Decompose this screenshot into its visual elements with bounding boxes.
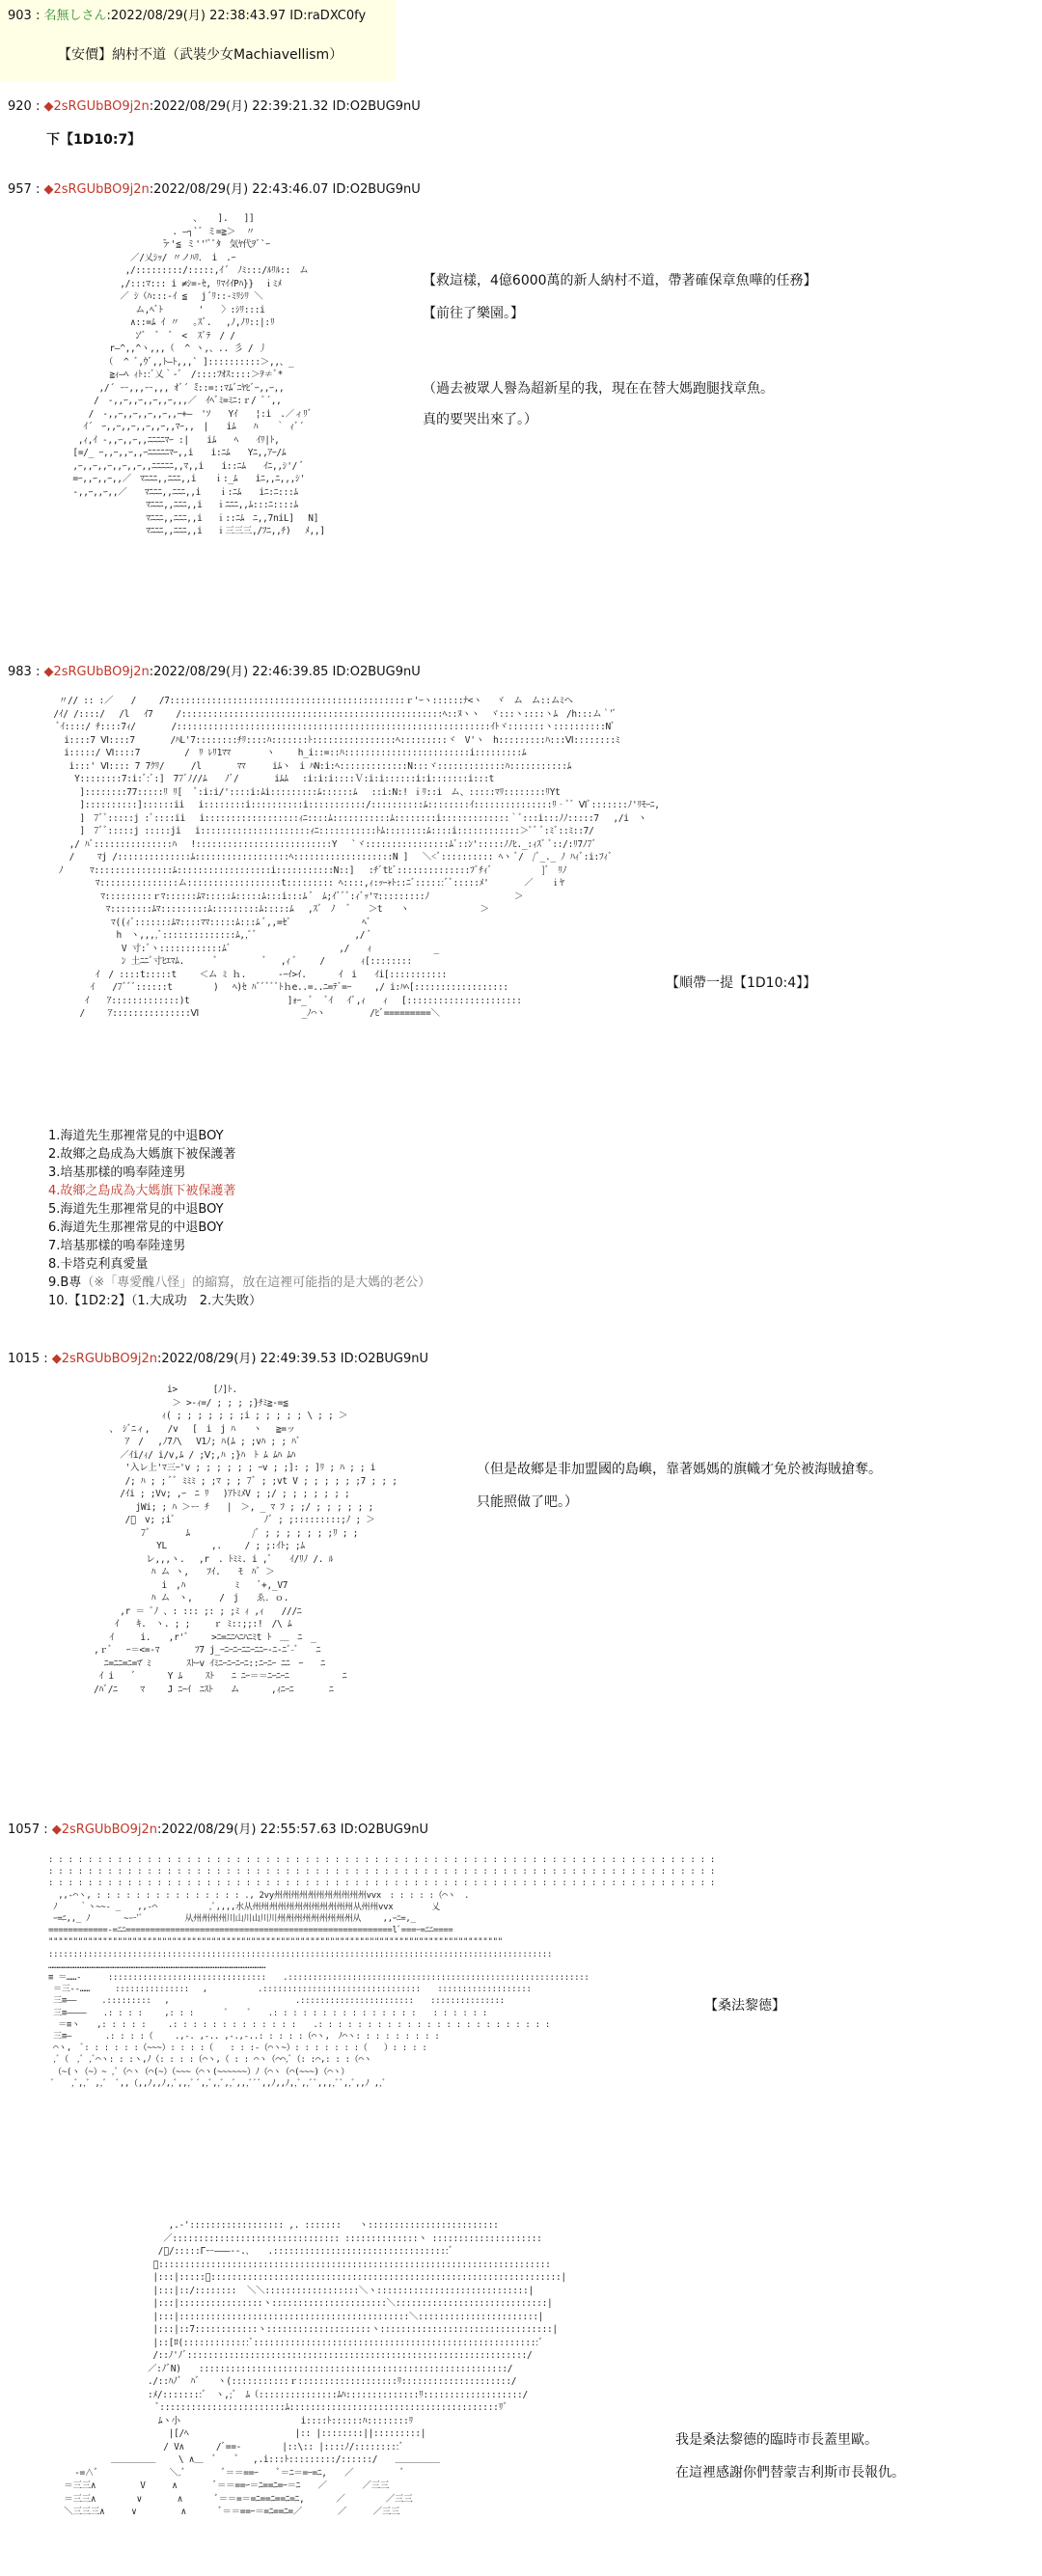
choice-list-983 [48,1127,430,1310]
post-line-1057-1: 我是桑法黎德的臨時市長蓋里歐。 [675,2432,878,2448]
post-number[interactable]: 957 [8,182,32,197]
post-header-920: 920 : ◆2sRGUbBO9j2n:2022/08/29(月) 22:39:21.32 ID:O2BUG9nU [8,99,421,114]
list-note: （※「專愛醜八怪」的縮寫，放在這裡可能指的是大媽的老公） [81,1275,431,1290]
post-meta: :2022/08/29(月) 22:49:39.53 ID:O2BUG9nU [156,1352,429,1366]
list-item: 9.B專（※「專愛醜八怪」的縮寫，放在這裡可能指的是大媽的老公） [48,1275,431,1290]
post-line-1015-2: 只能照做了吧。） [477,1494,578,1510]
ascii-art-character-1: 、 ]. ]] . ―┐`゛ミ=≧＞ 〃 ̄ァ'≦ ミ'''ﾞﾟﾀ 気ﾔ代ｦﾞ`ｰ ／/乂ｼｯ/ 〃ノﾊﾘ． i .ｰ ,/:::::::::/:::::,ｲ´ ﾉﾐ:::/ﾙﾘﾙ:: ム ,/:::ﾏ::: i ≠ｼ=-ｾ, ﾘﾏｲｲPﾊ}} ｉﾐﾒ ／ ｼ（ﾊ:::-ｲ ≦ j´ﾘ::-ﾐﾘｼﾘ ＼ ム,ﾍﾞﾄ ' 〉:ｼﾘ:::i ∧::=ﾑ ｲ 〃 ｡ｽﾞ. ,ﾉ,ﾉﾘ::|:ﾘ ﾝ'ﾞ ﾞ ﾞ < ｽﾞﾃ / / r―^,,^ヽ,,,（ ^ ヽ,、.. 彡 / 丿 （ ^ ﾞ,ｳﾞ,,ﾄ―ﾄ,,,` ]::::::::::＞,,、_ ≧ｨ―ﾍ ｨﾄ::ﾞ乂｀‐ﾞ /::::ﾌｵｽ::::＞ｦ≠ﾞ* ,/´ ー,,,ー,,, ｵﾞ´ ̄ﾐ::=::ﾏﾑﾞﾆﾔﾋﾞｰ,,ｰ,, / -,,ｰ,,ｰ,,ｰ,,ｰ,,,／ ｲﾍﾞﾐ=ﾐﾆ:ｒ/ ﾟ´,, / -,,ｰ,,ｰ,,ｰ,,ｰ,,ｰ+― 'ｿ Yｲ ¦:i .／ィﾘﾞ ｲ´ ｰ,,ｰ,,ｰ,,ｰ,,ｰ,,ﾏｰ,, | iﾑ ﾊ ｀ ｨﾞ´ ,ｨ,ｲ -,,ｰ,,ｰ,,ﾆﾆﾆﾆﾏｰ :| iﾑ ﾍ ｲﾘ|ﾄ, [=/_ ｰ,,ｰ,,ｰ,,ｰﾆﾆﾆﾆﾆﾏｰ,,i i:ﾆﾑ Yﾆ,,ｱｰ/ﾑ ,ｰ,,ｰ,,ｰ,,ｰ,,ｰ,,ﾆﾆﾆﾆﾆ,,ﾏ,,i i::ﾆﾑ ｲﾆ,,ｼ'/ ﾞ =ｰ,,ｰ,,ｰ,,／ ﾏﾆﾆﾆ,,ﾆﾆﾆ,,i ｉ:_ﾑ iﾆ,,ﾆ,,,ｼ' ‐,,ｰ,,ｰ,,／ ﾏﾆﾆﾆ,,ﾆﾆﾆ,,i ｉ:ﾆﾑ iﾆ:ﾆ:::ﾑ ﾏﾆﾆﾆ,,ﾆﾆﾆ,,i ｉﾆﾆﾆ,,ﾑ:::ﾆ::::ﾑ ﾏﾆﾆﾆ,,ﾆﾆﾆ,,i ｉ::ﾆﾑ ﾆ,,7niL] N] ﾏﾆﾆﾆ,,ﾆﾆﾆ,,i ｉ三三三,/ﾌﾆ,,ﾁ) ﾒ,,] [72,213,325,536]
list-item: 7.培基那樣的鳴奉陸達男 [48,1239,186,1253]
list-item: 3.培基那樣的鳴奉陸達男 [48,1165,186,1180]
post-number[interactable]: 920 [8,99,32,114]
post-body-920: 下【1D10:7】 [46,132,142,148]
list-item: 8.卡塔克利真愛量 [48,1257,149,1272]
post-line-957-1: 【救這樣，4億6000萬的新人納村不道，帶著確保章魚嘩的任務】 [423,273,817,288]
list-item: 2.故鄉之島成為大媽旗下被保護著 [48,1147,236,1162]
list-item-selected: 4.故鄉之島成為大媽旗下被保護著 [48,1184,236,1198]
post-line-957-4: 真的要哭出來了。） [423,412,537,427]
post-header-1057: 1057 : ◆2sRGUbBO9j2n:2022/08/29(月) 22:55:57.63 ID:O2BUG9nU [8,1822,429,1837]
post-side-1057: 【桑法黎德】 [704,1998,785,2014]
post-header-903: 903 : 名無しさん:2022/08/29(月) 22:38:43.97 ID:raDXC0fy [8,9,367,23]
post-body-903: 【安價】納村不道（武裝少女Machiavellism） [58,47,343,63]
post-line-1015-1: （但是故鄉是非加盟國的島嶼，靠著媽媽的旗幟才免於被海賊搶奪。 [477,1462,882,1477]
post-author[interactable]: ◆2sRGUbBO9j2n [43,99,150,114]
post-number[interactable]: 1057 [8,1822,41,1837]
post-header-957: 957 : ◆2sRGUbBO9j2n:2022/08/29(月) 22:43:46.07 ID:O2BUG9nU [8,182,421,197]
post-number[interactable]: 903 [8,9,32,23]
post-number[interactable]: 1015 [8,1352,41,1366]
post-meta: :2022/08/29(月) 22:46:39.85 ID:O2BUG9nU [149,665,421,679]
list-item: 5.海道先生那裡常見的中退BOY [48,1202,224,1217]
ascii-art-character-4: ,.-':::::::::::::::::: ,. ::::::: ヽ::::::::::::::::::::::::: ／:::::::::::::::::::::::::::::::: ::::::::::::::ヽ ::::::::::::::::::::: /ﾞ/:::::Гー―――‐-.､ .::::::::::::::::::::::::::::::::::ﾞ ﾞ::::::::::::::::::::::::::::::::::::::::::::::::::::::::::::::::::::::::::: |:::|:::::ﾞ:::::::::::::::::::::::::::::::::::::::::::::::::::::::::::::::::::| |:::|::/:::::::: ＼＼::::::::::::::::::＼ヽ:::::::::::::::::::::::::::::| |:::|::::::::::::::::ヽ::::::::::::::::::::::＼:::::::::::::::::::::::::::::| |:::|::::::::::::::::::::::::::::::::::::::::::::＼:::::::::::::::::::::::| |:::|::7::::::::::::ヽ::::::::::::::::::::ヽ:::::::::::::::::::::::::::::::::| |::[ﾛ(:::::::::::::ﾞ:::::::::::::::::::::::::::::::::::::::::::::::::::::::ﾞ /::ﾉ'ﾉﾞ:::::::::::::::::::::::::::::::::::::::::::::::::::::::::::::::::/ ／:ﾉﾞN) :::::::::::::::::::::::::::::::::::::::::::::::::::::::::::/ ./::ﾊﾉﾞ ﾊﾞ ヽ(:::::::::::ｒ:::::::::::::::::::ﾘ:::::::::::::::::::::/ :ﾒ/::::::::ﾞ ヽ,;ﾞ ﾑ（:::::::::::::::ﾑﾊ::::::::::::::ﾘ:::::::::::::::::::/ ﾞ::::::::::::::::::::::::ﾑ::::::::::::::::::::::::::::::::::::::::ﾘﾞ ﾑヽ小 i::::ﾄ::::::ﾊ::::::::ﾘ |[/ﾍ |:: |::::::::||:::::::::| / V∧ /ﾞ==‐ |::\:: |::::ﾉ/:::::::::ﾞ ＿＿＿＿＿ \ ∧＿ ﾞ ﾞ ,.i:::ﾄ:::::::::/::::::/ ＿＿＿＿＿ -=∧ﾞ ＼.ﾞ ﾞ＝＝==ｰ ﾞ＝ﾆ＝=ｰ=ﾆ, ／ ﾞ ＝三三∧ V ∧ ﾞ＝＝==ｰ＝ﾆ==ﾆ=ｰ＝ﾆ ／ ／三三 ＝三三∧ ∨ ∧ ﾞ＝＝=＝=ﾆ==ﾆ==ﾆ=ﾆ, ／ ／三三 ＼三三三∧ ∨ ∧ ﾞ＝＝==ｰ＝=ﾆ==ﾆ=／ ／ ／三三 [64,2220,566,2517]
post-meta: :2022/08/29(月) 22:43:46.07 ID:O2BUG9nU [149,182,421,197]
post-author[interactable]: ◆2sRGUbBO9j2n [51,1352,157,1366]
post-line-1057-2: 在這裡感謝你們替蒙吉利斯市長報仇。 [675,2465,905,2480]
post-line-957-2: 【前往了樂園。】 [423,306,524,321]
post-meta: :2022/08/29(月) 22:38:43.97 ID:raDXC0fy [106,9,367,23]
post-author[interactable]: 名無しさん [43,9,107,23]
post-author[interactable]: ◆2sRGUbBO9j2n [43,665,150,679]
post-line-957-3: （過去被眾人譽為超新星的我，現在在替大媽跑腿找章魚。 [423,381,774,397]
post-author[interactable]: ◆2sRGUbBO9j2n [43,182,150,197]
list-item: 10.【1D2:2】（1.大成功 2.大失敗） [48,1294,262,1308]
post-header-983: 983 : ◆2sRGUbBO9j2n:2022/08/29(月) 22:46:39.85 ID:O2BUG9nU [8,665,421,679]
post-author[interactable]: ◆2sRGUbBO9j2n [51,1822,157,1837]
ascii-art-town: : : : : : : : : : : : : : : : : : : : : : : : : : : : : : : : : : : : : : : : : : : : : : : : : : : : : : : : : : : : : : : : : : : : : : : : : : : : : : : : : : : : : : : : : : : : : : : : : : : : : : : : : : : : : : : : : : : : : : : : : : : : : : : : : : : : : : : : : : : : : : : : : : : : : : : : : : : : : : : : : : : : : : : : : : : : : : : : : : : : : : : : : : : : : : : : : : : : : : : : : : : : : ,,-⌒ヽ, : : : : : : : : : : : : : : : ., 2vy州州州州州州州州州州州vvx : : : : :（⌒ヽ . ﾉ ｀ヽ~~‐ _ ,,-⌒ ,ﾞ,,,,水从州州州州州州州州州州州州从州州vvx 乂 ｰ=ﾆ,,_ ﾉ ~ー'ﾞ 从州州州州川山川山川川州州州州州州州州州从 ,,ｰﾆ=,_ ============-=ﾆﾆ======================================================lﾞ===ｰ=ﾆﾆ==== """""""""""""""""""""""""""""""""""""""""""""""""""""""""""""""""""""""""""""""""""""""""""" :::::::::::::::::::::::::::::::::::::::::::::::::::::::::::::::::::::::::::::::::::::::::::::::::::::: …………………………………………………………………………………………………………………… ≡ ＝……‐ :::::::::::::::::::::::::::::::: .::::::::::::::::::::::::::::::::::::::::::::::::::::::::::::: ＝三‐‐…… ::::::::::::::: , .:::::::::::::::::::::::::::::::: ::::::::::::::::::: 三≡―― .::::::::: , .::::::::::::::::::::::: ::::::::::::::: 三≡―――― .: : : : ,: : : ﾞ ﾞ .: : : : : : : : : : : : : : : : : : : : : ＝≡ヽ ,: : : : : .: : : : : : : : : : : : : .: : : : : : : : : : : : : : : : : : : : : : : : 三≡― .: : : :（ .,‐. ,-.. ,-.,‐..: : : : :（⌒ヽ, ﾉ⌒ヽ: : : : : : : : : ⌒ヽ, ﾞ: : : : : :（~~~）: : : :（ : : :‐（⌒ヽ~）: : : : : : :（ ）: : : : ,ﾞ（ ,ﾞ ,ﾞ⌒ヽ: : :ヽ,ﾉ（: : : :（⌒ヽ,（ : : ⌒ヽ（⌒⌒,ﾞ（: :⌒,: : :（⌒ヽ （~(ヽ（~）~ ,ﾞ（⌒ヽ（⌒(~）（~~~（⌒ヽ(~~~~~~）ﾉ（⌒ヽ（⌒(~~~)（⌒ヽ） ﾞ ,ﾞ,,ﾞ ,,ﾞ ﾞ,,（,,ﾉ,,ﾉ,,ﾞ,,,ﾞ ﾞ,,ﾞ,,ﾞ,,ﾞ,,,ﾞﾞﾞ,,ﾉ,,ﾉ,,ﾞ,,ﾞﾞ,,,,ﾞﾞ,,ﾞ,,ﾉ ,,ﾞ [48,1855,715,2089]
post-side-983: 【順帶一提【1D10:4】】 [666,975,817,991]
list-item: 6.海道先生那裡常見的中退BOY [48,1220,224,1235]
list-item: 1.海道先生那裡常見的中退BOY [48,1129,224,1143]
post-meta: :2022/08/29(月) 22:39:21.32 ID:O2BUG9nU [149,99,421,114]
ascii-art-character-3: i> [ﾉ]ﾄ. ＞ >-ｨ=/ ; ; ; ;}ﾁﾐ≧-=≦ ｨ( ; ; ; ; ; ; ;i ; ; ; ; ; \ ; ; ＞ 、 ｼﾞﾆィ, /v [ i j ﾊ ヽ ≧=ッ ｱ / ,ﾉ7ﾉ\ V1ﾉ; ﾊ(ﾑ ; ;vﾊ ; ; ﾊﾞ ／ｲi/ｨ/ i/v,ﾑ / ;Ⅴ;,ﾊ ;}ﾊ ﾄ ﾑ ﾑﾊ ﾑﾊ '入レ上'ﾏ三ｰ'v ; ; ; ; ; ; ｰv ; ;]: ; ]ﾘ ; ﾊ ; ; i /; ﾊ ; ; ﾞﾞ ﾐﾐﾐ ; ;ﾏ ; ; 7ﾞ ; ;vt V ; ; ; ; ; ;7 ; ; ; /ｲi ; ;Vv; ,ｰ ﾆ ﾘ )ｱﾄﾐﾒV ; ;/ ; ; ; ; ; ; ; jWi; ; ﾊ ＞ー ﾁ | ＞, _ ﾏ ﾌ ; ;/ ; ; ; ; ; ; /ﾞ v; ;iﾞ ﾉﾞ ; ;:::::::::;ﾉ ; ＞ 7ﾞ ﾑ /ﾞ ; ; ; ; ; ; ;ﾘ ; ; YL ,. / ; ;:ｲﾄ; ;ﾑ レ,,,ヽ. ,r . ﾄﾐﾐ. i ,ﾞ ｲ/ﾘﾉ /. ﾙ ﾊ ム ヽ, ﾌｲ. ﾓ ﾊﾞ ＞ i ,ﾊ ﾐ ﾞ+,_V7 ﾊ ム ヽ, / j ゑ．ｏ. ,r ＝ ﾟﾉ 、: ::: ;: ; ;ﾐ ｨ ,ｨ ///ﾆ ｲ ｷ. ヽ. ; ; ｒ ﾐ::;;:! /\ ﾑ ｲ i. ,r'ﾞ >ﾆ=ﾆﾆﾍﾆﾊﾆﾐt ﾄ ＿ ﾆ _ ,ｒﾞ ｰ＝<=-ﾏ ﾌ7 j_ｰﾆｰﾆｰﾆﾆｰﾆﾆｰ-ﾆ-ﾆﾞ-ﾞ ﾆ ﾆ=ﾆﾆ=ﾆ=ﾏ̄ ﾐ ｽﾄｰv ｲﾐﾆｰﾆｰﾆｰﾆ::ﾆｰﾆｰ ﾆﾆ ｰ ﾆ ｲ i ﾞ Y ﾑ ｽﾄ ﾆ ﾆｰ＝＝ﾆｰﾆｰﾆ ﾆ /ﾊﾞ/ﾆ ﾏ J ﾆｰｲ ﾆｽﾄ ム ,ｨﾆｰﾆ ﾆ [94,1384,398,1695]
post-meta: :2022/08/29(月) 22:55:57.63 ID:O2BUG9nU [156,1822,429,1837]
post-number[interactable]: 983 [8,665,32,679]
ascii-art-character-2: 〃// :: :／ / /7:::::::::::::::::::::::::::::::::::::::::::::ｒ'ｰヽ::::::ﾅ<ヽ ヾ ム ム::ムﾐヘ /ｲ/ /::::/ /l ｲ7 /::::::::::::::::::::::::::::::::::::::::::::::::::ﾍ::ﾇヽヽ ヾ:::ヽ::::ヽﾑ /h:::ム｀'ﾞ ﾞｲ::::/ ﾁ::::7ｨ/ /::::::::::::::::::::::::::::::::::::::::::::::::::::::::::::ｲﾄヾ:::::::ヽ::::::::::Nﾞ i::::7 Ⅵ::::7 /ﾊL'7::::::::ﾁﾘ::::ﾊ:::::::ﾄ::::::::::::::::ﾍ:::::::::ヾ V'ヽ h:::::::::ﾊ:::Ⅵ::::::::ﾐ i:::::/ Ⅵ::::7 / ﾘ ﾚﾘ1ﾏﾏ ヽ h_i::=::ﾊ::::::::::::::::::::::::i:::::::::ﾑ i:::' Ⅵ:::: 7 7ｸﾘ/ /l ﾏﾏ iﾑヽ i ﾊN:i:ﾍ:::::::::::::N:::ヾ:::::::::::::ﾊ:::::::::::ﾑ Y::::::::7:i:ﾞ:ﾞ:] 77ﾞﾉ//ﾑ ﾉﾞ/ iﾑﾑ :i:i:i::::Ｖ:i:i::::::i:i:::::::i:::t ]::::::::77:::::ﾘ ﾘ[ ﾞ:i:i/'::::i:ﾑi:::::::::ﾑ::::::ﾑ ::i:N:! ｉﾘ::i ム、:::::ﾏﾘ::::::::ﾘYt ]::::::::::]::::::ii i::::::::i::::::::::i:::::::::::/::::::::::ﾑ::::::::ｲ:::::::::::::::ﾘ‐ﾞ゛Ⅵﾞ:::::::ﾉ'ﾘﾓｰﾆ, ] 7ﾞﾞ:::::j :ﾞ::::ii i::::::::::::::::::ｨﾆ::::ﾑ:::::::::::ﾑ::::::::i:::::::::::::｀ﾞ:::i:::ﾉﾉ:::::7 ,/i ヽ ] 7ﾞﾞ:::::j :::::ji i:::::::::::::::::::::ｨﾆ:::::::::::ﾄﾑ::::::::ﾑ::::i::::::::::::＞ﾟﾞ ﾞ:ﾐﾞ::ﾐ::7/ ,/ ﾊﾞ:::::::::::::::ﾊ !::::::::::::::::::::::::::Y `ヾ::::::::::::::::ﾑﾞ::ﾝ':::::ﾉﾉﾋ._:ｨｽﾞ ﾞ::/:ﾘ7ﾉ7ﾞ / ﾏj /::::::::::::::ﾑ::::::::::::::::::ﾍ:::::::::::::::::::N ] ＼<ﾞ:::::::::: ﾍヽ ﾞ/ /ﾞ_._ ﾉ ﾊｨﾞ:i:ﾌｨﾞ ﾉ ﾏ:::::::::::::::ﾑ::::::::::::::::::i:::::::::::N::] :ﾁﾞtﾋﾞ::::::::::::::ﾌﾞﾁｨﾞ ]ﾞ ﾘﾉ ﾏ:::::::::::::::ム::::::::::::::::::t::::::::: ﾍ::::,ｨ:ｯｰｬﾄ::ﾆﾞ::::::ﾞﾞ:::::ﾒ' ／ ｉﾔ ﾏ:::::::::ｒﾏ::::::ﾑﾏ:::::ﾑ:::::ﾑ:::i:::ﾑ ﾞ ﾑ;ｲﾞﾞﾞ:ｨﾞｯ'ﾏ:::::::::ﾉ ＞ ﾏ::::::::ﾑﾏ:::::::::ﾑ:::::::::ﾑ:::::ﾑ ,ｽﾞ ﾉ ﾞ ＞t ヽ ＞ ﾏ((ｨﾞ:::::::ﾑﾏ::::ﾏﾏ:::::ﾑ:::ﾑ ﾞ,,=ｾﾞ ﾍﾞ h ヽ,,,,ﾞ::::::::::::::ﾑ,,ﾟﾞ ,/ ﾞ V 寸:ﾞヽ::::::::::::ﾑﾞ ,/ ｨ _ ﾝ 土ﾆﾆﾞ寸ﾋｴﾏﾑ. ﾞ ﾞ ,ｨ ﾞ / ｨ[:::::::: ｲ / ::::t:::::t ＜ム ﾐ ｈ. ‐ｰｲ>ｲ. ｲ i ｲi[::::::::::: ｲ /7ﾞﾞﾞ::::::t ) ﾍ)ｾ ﾊﾞﾞﾞﾞﾞﾄｈe..=..ﾆ=ﾃﾞ=ｰ ,/ i:ﾊﾍ[:::::::::::::::::: ｲ ｱ:::::::::::::)t ]ｫｰ_ ﾞ ﾞｲ ｲﾞ,ｨ ｨ [:::::::::::::::::::::: / ｱ:::::::::::::::Ⅵ _ﾉ⌒ヽ /ﾋﾞ=========＼ [53,696,660,1019]
post-header-1015: 1015 : ◆2sRGUbBO9j2n:2022/08/29(月) 22:49:39.53 ID:O2BUG9nU [8,1352,429,1366]
